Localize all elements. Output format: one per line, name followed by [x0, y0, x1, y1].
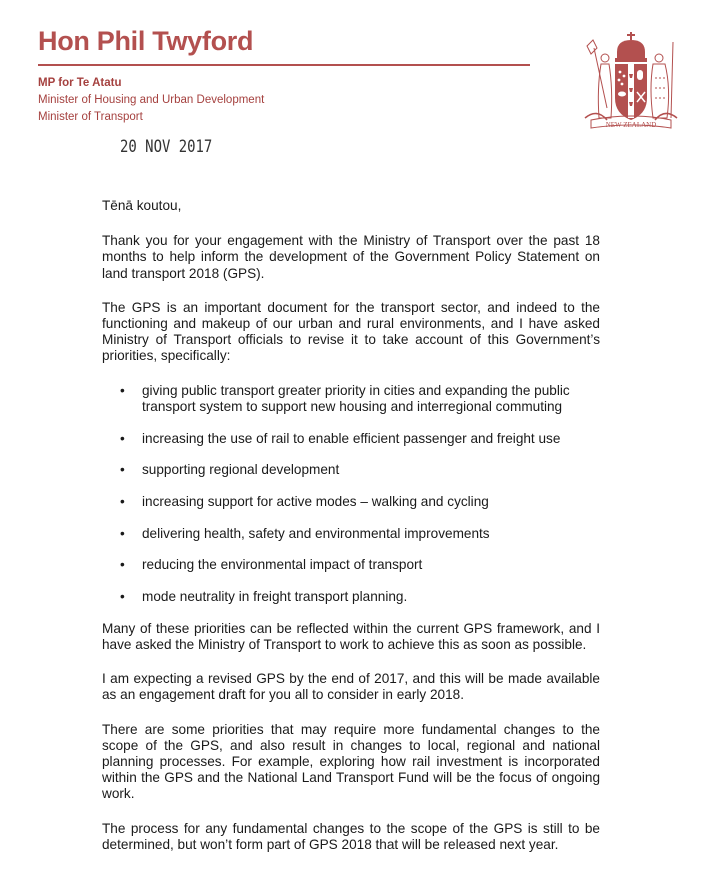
letter-body [102, 198, 600, 871]
priority-text: delivering health, safety and environmental improvements [142, 525, 490, 541]
priority-text: supporting regional development [142, 462, 340, 478]
bullet-icon: • [120, 382, 125, 398]
list-item [102, 557, 600, 573]
priority-text: increasing the use of rail to enable efficient passenger and freight use [142, 430, 561, 446]
salutation: Tēnā koutou, [102, 198, 182, 213]
paragraph-gps-importance: The GPS is an important document for the transport sector, and indeed to the functioning and makeup of our urban and rural environments, and I have asked Ministry of Transport officials to revise it to take account of this Government’s priorities, specifically: [102, 299, 600, 364]
paragraph-fundamental-changes: There are some priorities that may require more fundamental changes to the scope of the GPS, and also result in changes to local, regional and national planning processes. For example, exploring how rail investment is incorporated within the GPS and the National Land Transport Fund will be the focus of ongoing work. [102, 721, 600, 802]
paragraph-revised-gps: I am expecting a revised GPS by the end of 2017, and this will be made available as an engagement draft for you all to consider in early 2018. [102, 671, 600, 703]
bullet-icon: • [120, 525, 125, 541]
header-rule [38, 64, 530, 66]
bullet-icon: • [120, 493, 125, 509]
priority-text: increasing support for active modes – walking and cycling [142, 493, 489, 509]
list-item [102, 383, 600, 415]
list-item [102, 462, 600, 478]
list-item [102, 589, 600, 605]
paragraph-framework: Many of these priorities can be reflected within the current GPS framework, and I have asked the Ministry of Transport to work to achieve this as soon as possible. [102, 620, 600, 652]
bullet-icon: • [120, 430, 125, 446]
crest-motto: NEW ZEALAND [605, 121, 657, 129]
priority-text: reducing the environmental impact of transport [142, 557, 423, 573]
paragraph-intro: Thank you for your engagement with the Ministry of Transport over the past 18 months to help inform the development of the Government Policy Statement on land transport 2018 (GPS). [102, 233, 600, 281]
minister-name: Hon Phil Twyford [38, 26, 254, 56]
role-housing: Minister of Housing and Urban Development [38, 94, 265, 106]
list-item [102, 494, 600, 510]
role-transport: Minister of Transport [38, 111, 143, 123]
electorate-line: MP for Te Atatu [38, 77, 122, 89]
list-item [102, 431, 600, 447]
bullet-icon: • [120, 589, 125, 605]
date-stamp: 20 NOV 2017 [120, 137, 213, 157]
priorities-list [102, 383, 600, 606]
nz-coat-of-arms-icon [567, 28, 695, 138]
priority-text: giving public transport greater priority in cities and expanding the public transport system to support new housing and interregional commuting [142, 382, 570, 414]
list-item [102, 526, 600, 542]
priority-text: mode neutrality in freight transport planning. [142, 589, 408, 605]
paragraph-process: The process for any fundamental changes to the scope of the GPS is still to be determined, but won’t form part of GPS 2018 that will be released next year. [102, 820, 600, 852]
bullet-icon: • [120, 557, 125, 573]
bullet-icon: • [120, 462, 125, 478]
